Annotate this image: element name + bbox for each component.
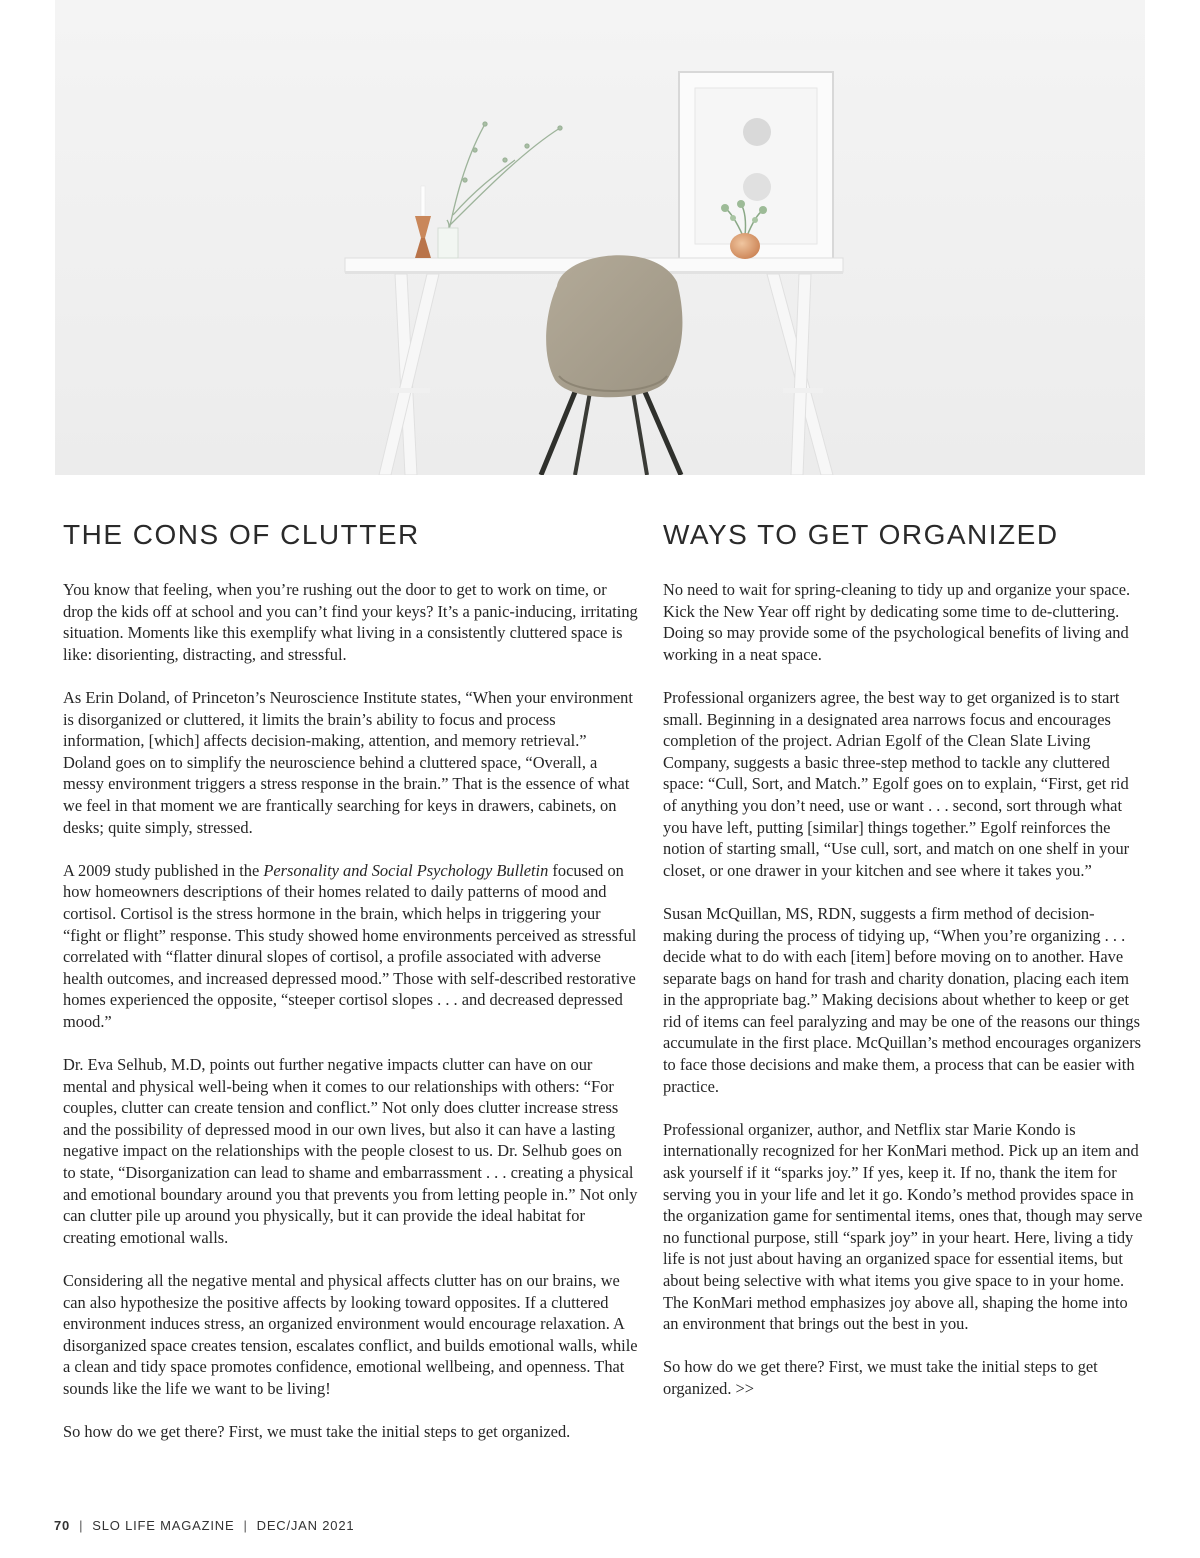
paragraph: Professional organizers agree, the best way to get organized is to start small. Beginning in a designated area narrows focus and encourages completion of the project. Adrian Egolf of the Clean Slate Living Company, suggests a basic three-step method to tackle any cluttered space: “Cull, Sort, and Match.” Egolf goes on to explain, “First, get rid of anything you don’t need, use or want . . . second, sort through what you have left, putting [similar] things together.” Egolf reinforces the notion of starting small, “Use cull, sort, and match on one shelf in your closet, or one drawer in your kitchen and see where it takes you.” xyxy=(663,687,1130,880)
paragraph: Considering all the negative mental and physical affects clutter has on our brains, we can also hypothesize the positive affects by looking toward opposites. If a cluttered environment induces stress, an organized environment would encourage relaxation. A disorganized space creates tension, escalates conflict, and builds emotional walls, while a clean and tidy space promotes confidence, emotional wellbeing, and openness. That sounds like the life we want to be living! xyxy=(63,1271,638,1398)
paragraph xyxy=(63,860,638,1033)
paragraph: Dr. Eva Selhub, M.D, points out further negative impacts clutter can have on our mental and physical well-being when it comes to our relationships with others: “For couples, clutter can create tension and conflict.” Not only does clutter increase stress and the possibility of depressed mood in our own lives, but also it can have a lasting negative impact on the relationships with the people closest to us. Dr. Selhub goes on to state, “Disorganization can lead to shame and embarrassment . . . creating a physical and emotional boundary around you that prevents you from letting people in.” Not only can clutter pile up around you physically, but it can provide the ideal habitat for creating emotional walls. xyxy=(63,1055,638,1247)
paragraph: As Erin Doland, of Princeton’s Neuroscience Institute states, “When your environment is disorganized or cluttered, it limits the brain’s ability to focus and process information, [which] affects decision-making, attention, and memory retrieval.” Doland goes on to simplify the neuroscience behind a cluttered space, “Overall, a messy environment triggers a stress response in the brain.” That is the essence of what we feel in that moment we are frantically searching for keys in drawers, cabinets, on desks; quite simply, stressed. xyxy=(63,687,633,837)
paragraph-text: A 2009 study published in the xyxy=(63,860,264,880)
hero-photo xyxy=(55,0,1145,475)
desk-chair-illustration xyxy=(55,0,1145,475)
picture-frame xyxy=(679,72,833,260)
paragraph: Susan McQuillan, MS, RDN, suggests a firm method of decision-making during the process of tidying up, “When you’re organizing . . . decide what to do with each [item] before moving on to another. Have separate bags on hand for trash and charity donation, placing each item in the appropriate bag.” Making decisions about whether to keep or get rid of items can feel paralyzing and may be one of the reasons our things accumulate in the first place. McQuillan’s method encourages organizers to face those decisions and make them, a process that can be easier with practice. xyxy=(663,903,1142,1096)
journal-title: Personality and Social Psychology Bulletin xyxy=(263,860,549,880)
page-number: 70 xyxy=(54,1518,71,1533)
right-column xyxy=(663,517,1143,1421)
paragraph: Professional organizer, author, and Netflix star Marie Kondo is internationally recognized for her KonMari method. Pick up an item and ask yourself if it “sparks joy.” If yes, keep it. If no, thank the item for serving you in your life and let it go. Kondo’s method provides space in the organization game for sentimental items, ones that, though may serve no functional purpose, still “spark joy” in your heart. Here, living a tidy life is not just about having an organized space for essential items, but about being selective with what items you give space to in your home. The KonMari method emphasizes joy above all, shaping the home into an environment that brings out the best in you. xyxy=(663,1119,1143,1334)
glass-vase xyxy=(438,228,458,258)
section-heading-cons-of-clutter: THE CONS OF CLUTTER xyxy=(63,519,420,550)
section-heading-ways-to-get-organized: WAYS TO GET ORGANIZED xyxy=(663,519,1059,550)
paragraph: No need to wait for spring-cleaning to tidy up and organize your space. Kick the New Year off right by dedicating some time to de-cluttering. Doing so may provide some of the psychological benefits of living and working in a neat space. xyxy=(663,580,1131,664)
paragraph: You know that feeling, when you’re rushing out the door to get to work on time, or drop the kids off at school and you can’t find your keys? It’s a panic-inducing, irritating situation. Moments like this exemplify what living in a consistently cluttered space is like: disorienting, distracting, and stressful. xyxy=(63,580,638,664)
magazine-name: SLO LIFE MAGAZINE xyxy=(92,1518,235,1533)
issue-date: DEC/JAN 2021 xyxy=(256,1518,355,1533)
divider: | xyxy=(79,1518,84,1533)
paragraph: So how do we get there? First, we must take the initial steps to get organized. xyxy=(63,1422,571,1442)
page-footer xyxy=(54,1518,354,1533)
divider: | xyxy=(243,1518,248,1533)
paragraph: So how do we get there? First, we must take the initial steps to get organized. >> xyxy=(663,1357,1098,1398)
paragraph-text: focused on how homeowners descriptions of their homes related to daily patterns of mood and cortisol. Cortisol is the stress hormone in the brain, which helps in triggering your “fight or flight” response. This study showed home environments perceived as stressful correlated with “flatter dinural slopes of cortisol, a profile associated with adverse health outcomes, and increased depressed mood.” Those with self-described restorative homes experienced the opposite, “steeper cortisol slopes . . . and decreased depressed mood.” xyxy=(63,860,637,1031)
left-column xyxy=(63,517,638,1464)
